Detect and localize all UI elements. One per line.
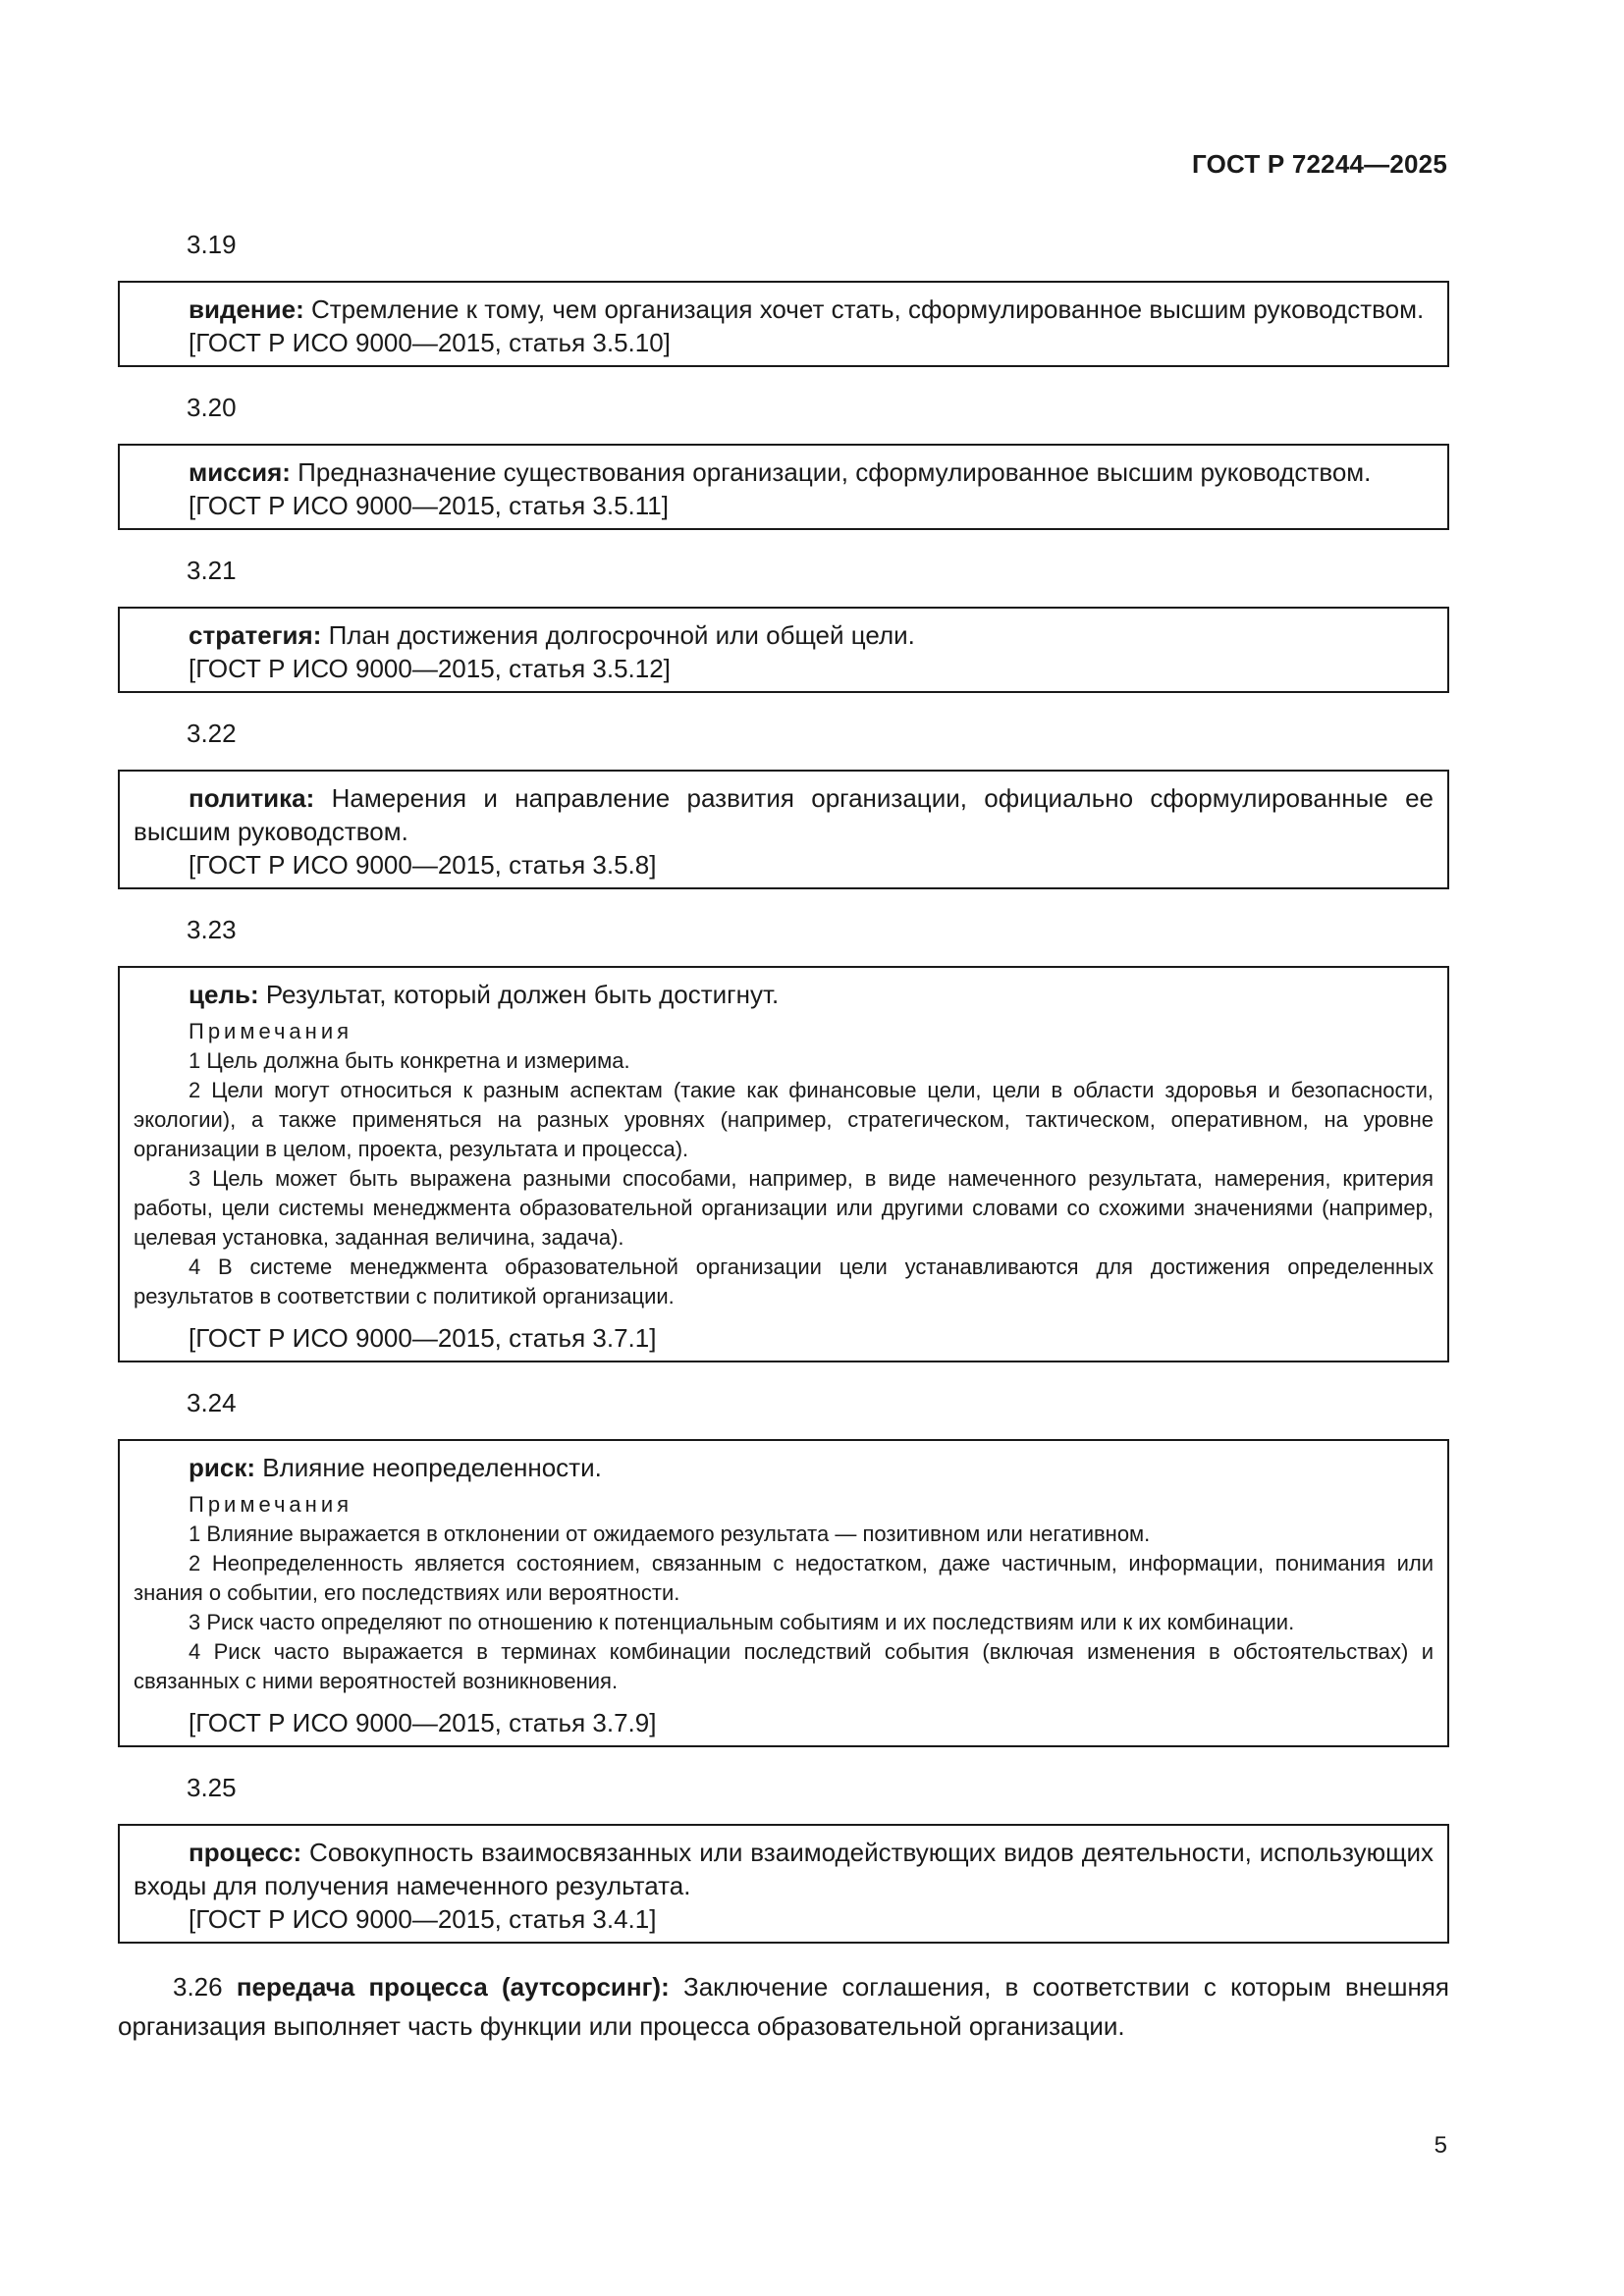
term-name: риск: <box>189 1453 255 1482</box>
definition-text: Влияние неопределенности. <box>255 1453 602 1482</box>
entry-number: 3.20 <box>187 393 237 422</box>
note-item: 1 Влияние выражается в отклонении от ожидаемого результата — позитивном или негативном. <box>189 1522 1151 1546</box>
term-name: передача процесса (аутсорсинг): <box>236 1972 670 2002</box>
document-code-header: ГОСТ Р 72244—2025 <box>1192 149 1447 179</box>
entry-number: 3.26 <box>173 1972 223 2002</box>
entry-number: 3.19 <box>187 230 237 259</box>
entry-number: 3.24 <box>187 1388 237 1417</box>
note-item: 4 Риск часто выражается в терминах комбинации последствий события (включая изменения в обстоятельствах) и связанных с ними вероятностей возникновения. <box>134 1639 1434 1693</box>
term-box-strategy <box>118 607 1449 693</box>
page-number: 5 <box>1434 2132 1447 2159</box>
note-item: 1 Цель должна быть конкретна и измерима. <box>189 1048 630 1073</box>
definition-text: Результат, который должен быть достигнут. <box>258 980 780 1009</box>
notes-heading: Примечания <box>189 1019 353 1043</box>
definition-text: Стремление к тому, чем организация хочет стать, сформулированное высшим руководством. <box>303 294 1425 324</box>
term-source: [ГОСТ Р ИСО 9000—2015, статья 3.7.1] <box>189 1323 657 1353</box>
term-definition <box>134 781 1434 848</box>
term-name: видение: <box>189 294 304 324</box>
term-name: процесс: <box>189 1838 302 1867</box>
term-name: стратегия: <box>189 620 322 650</box>
terms-section <box>118 228 1449 2046</box>
definition-text: План достижения долгосрочной или общей цели. <box>321 620 915 650</box>
term-box-risk <box>118 1439 1449 1747</box>
notes-block <box>134 1017 1434 1311</box>
term-definition <box>134 978 1434 1011</box>
notes-heading: Примечания <box>189 1492 353 1517</box>
definition-text: Заключение соглашения, в соответствии с которым внешняя организация выполняет часть функции или процесса образовательной организации. <box>118 1972 1449 2041</box>
term-box-policy <box>118 770 1449 889</box>
definition-text: Намерения и направление развития организации, официально сформулированные ее высшим руководством. <box>134 783 1434 846</box>
term-name: миссия: <box>189 457 291 487</box>
term-name: цель: <box>189 980 259 1009</box>
term-box-vision <box>118 281 1449 367</box>
final-paragraph-outsourcing <box>118 1967 1449 2046</box>
notes-block <box>134 1490 1434 1696</box>
entry-number: 3.22 <box>187 719 237 748</box>
term-source: [ГОСТ Р ИСО 9000—2015, статья 3.4.1] <box>189 1904 657 1934</box>
term-definition <box>134 1836 1434 1902</box>
term-source: [ГОСТ Р ИСО 9000—2015, статья 3.5.11] <box>189 491 669 520</box>
note-item: 4 В системе менеджмента образовательной организации цели устанавливаются для достижения определенных результатов в соответствии с политикой организации. <box>134 1255 1434 1308</box>
definition-text: Предназначение существования организации, сформулированное высшим руководством. <box>290 457 1372 487</box>
note-item: 3 Цель может быть выражена разными способами, например, в виде намеченного результата, намерения, критерия работы, цели системы менеджмента образовательной организации или другими словами со схожими значениями (например, целевая установка, заданная величина, задача). <box>134 1166 1434 1250</box>
note-item: 2 Неопределенность является состоянием, связанным с недостатком, даже частичным, информации, понимания или знания о событии, его последствиях или вероятности. <box>134 1551 1434 1605</box>
term-definition <box>134 293 1434 326</box>
term-definition <box>134 618 1434 652</box>
term-box-mission <box>118 444 1449 530</box>
entry-number: 3.25 <box>187 1773 237 1802</box>
note-item: 3 Риск часто определяют по отношению к потенциальным событиям и их последствиям или к их комбинации. <box>189 1610 1295 1634</box>
entry-number: 3.23 <box>187 915 237 944</box>
term-box-process <box>118 1824 1449 1944</box>
note-item: 2 Цели могут относиться к разным аспектам (такие как финансовые цели, цели в области здоровья и безопасности, экологии), а также применяться на разных уровнях (например, стратегическом, тактическом, оперативном, на уровне организации в целом, проекта, результата и процесса). <box>134 1078 1434 1161</box>
term-source: [ГОСТ Р ИСО 9000—2015, статья 3.5.10] <box>189 328 671 357</box>
term-source: [ГОСТ Р ИСО 9000—2015, статья 3.5.12] <box>189 654 671 683</box>
term-source: [ГОСТ Р ИСО 9000—2015, статья 3.5.8] <box>189 850 657 880</box>
term-definition <box>134 1451 1434 1484</box>
term-box-objective <box>118 966 1449 1362</box>
term-name: политика: <box>189 783 315 813</box>
definition-text: Совокупность взаимосвязанных или взаимодействующих видов деятельности, использующих входы для получения намеченного результата. <box>134 1838 1434 1900</box>
term-source: [ГОСТ Р ИСО 9000—2015, статья 3.7.9] <box>189 1708 657 1737</box>
entry-number: 3.21 <box>187 556 237 585</box>
term-definition <box>134 455 1434 489</box>
